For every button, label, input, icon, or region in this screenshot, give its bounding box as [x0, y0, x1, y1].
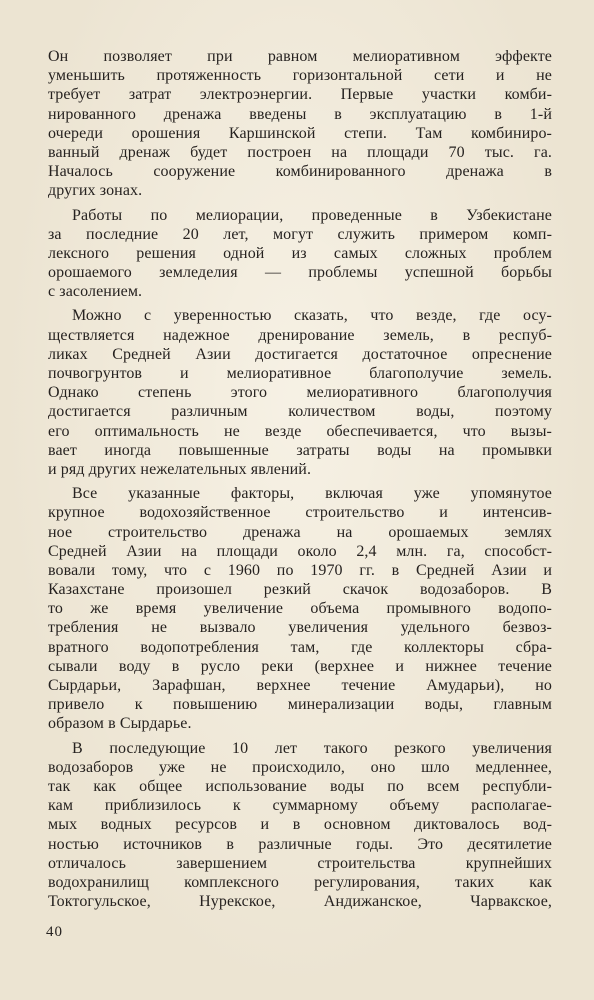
text-line: ществляется надежное дренирование земель, в респуб- [48, 326, 552, 344]
text-line: Токтогульское, Нурекское, Андижанское, Чарвакское, [48, 893, 552, 911]
text-line: Сырдарьи, Зарафшан, верхнее течение Амударьи), но [48, 677, 552, 694]
text-line: очереди орошения Каршинской степи. Там комбиниро- [48, 124, 552, 142]
text-line: вовали тому, что с 1960 по 1970 гг. в Средней Азии и [48, 561, 552, 579]
text-line: орошаемого земледелия — проблемы успешной борьбы [48, 264, 552, 282]
text-line: Все указанные факторы, включая уже упомянутое [72, 485, 552, 503]
text-line: вает иногда повышенные затраты воды на промывки [48, 441, 552, 459]
text-line: ванный дренаж будет построен на площади 70 тыс. га. [48, 143, 552, 161]
text-line: ностью источников в различные годы. Это десятилетие [48, 835, 552, 853]
text-line: Средней Азии на площади около 2,4 млн. га, способст- [48, 542, 552, 560]
text-line: вратного водопотребления там, где коллекторы сбра- [48, 638, 552, 656]
text-line: уменьшить протяженность горизонтальной сети и не [48, 67, 552, 85]
text-line: сывали воду в русло реки (верхнее и нижнее течение [48, 657, 552, 675]
text-line: Можно с уверенностью сказать, что везде, где осу- [72, 307, 552, 325]
text-line: ное строительство дренажа на орошаемых землях [48, 523, 552, 541]
text-line: так как общее использование воды по всем республи- [48, 777, 552, 795]
text-line: лексного решения одной из самых сложных проблем [48, 244, 552, 262]
text-line: привело к повышению минерализации воды, главным [48, 696, 552, 714]
text-line: то же время увеличение объема промывного водопо- [48, 600, 552, 618]
text-line: требления не вызвало увеличения удельного безвоз- [48, 619, 552, 637]
text-line: Он позволяет при равном мелиоративном эффекте [48, 48, 552, 65]
text-line: Однако степень этого мелиоративного благополучия [48, 384, 552, 402]
text-line: кам приблизилось к суммарному объему располагае- [48, 797, 552, 815]
text-line: требует затрат электроэнергии. Первые участки комби- [48, 86, 552, 104]
text-line: почвогрунтов и мелиоративное благополучие земель. [48, 365, 552, 382]
body-text [48, 47, 552, 911]
text-line: ликах Средней Азии достигается достаточное опреснение [48, 345, 552, 363]
text-line: и ряд других нежелательных явлений. [48, 460, 312, 478]
text-line: В последующие 10 лет такого резкого увеличения [72, 739, 552, 757]
paragraph [48, 739, 552, 912]
paragraph [48, 206, 552, 302]
text-line: достигается различным количеством воды, поэтому [48, 403, 552, 421]
text-line: нированного дренажа введены в эксплуатацию в 1-й [48, 105, 552, 123]
paragraph [48, 306, 552, 479]
paragraph [48, 484, 552, 733]
text-line: образом в Сырдарье. [48, 715, 192, 733]
text-line: за последние 20 лет, могут служить примером комп- [48, 225, 552, 243]
text-line: его оптимальность не везде обеспечивается, что вызы- [48, 422, 552, 440]
text-line: Казахстане произошел резкий скачок водозаборов. В [48, 581, 552, 599]
paragraph [48, 47, 552, 201]
page-number: 40 [46, 924, 63, 940]
text-line: других зонах. [48, 182, 143, 200]
text-line: водохранилищ комплексного регулирования, таких как [48, 873, 552, 891]
text-line: отличалось завершением строительства крупнейших [48, 854, 552, 872]
text-line: крупное водохозяйственное строительство и интенсив- [48, 504, 552, 522]
text-line: водозаборов уже не происходило, оно шло медленнее, [48, 758, 552, 776]
text-line: Работы по мелиорации, проведенные в Узбекистане [72, 206, 552, 224]
text-line: мых водных ресурсов и в основном диктовалось вод- [48, 816, 552, 834]
text-line: Началось сооружение комбинированного дренажа в [48, 163, 552, 181]
text-line: с засолением. [48, 283, 143, 301]
